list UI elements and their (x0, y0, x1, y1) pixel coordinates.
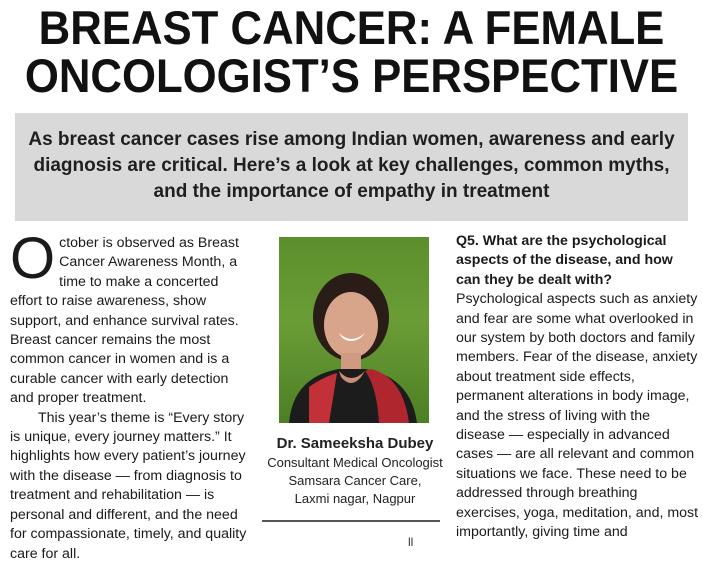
question-5: Q5. What are the psychological aspects of the disease, and how can they be dealt with? (456, 233, 673, 288)
portrait-illustration (279, 237, 429, 423)
headline (24, 1, 679, 102)
doctor-portrait-photo (279, 237, 429, 423)
standfirst: As breast cancer cases rise among Indian women, awareness and early diagnosis are critical. Here’s a look at key challenges, common myths, and the importance of empathy in treatment (15, 113, 688, 221)
qa-column (456, 232, 700, 543)
caption-hospital: Samsara Cancer Care, (288, 473, 422, 488)
caption-title: Consultant Medical Oncologist (267, 455, 443, 470)
stray-text: ll (408, 535, 414, 549)
caption-divider (262, 520, 440, 522)
dropcap: O (10, 226, 56, 291)
headline-line-2: ONCOLOGIST’S PERSPECTIVE (24, 49, 679, 102)
intro-column (10, 226, 248, 564)
answer-5: Psychological aspects such as anxiety and fear are some what overlooked in our system by both doctors and family members. Fear of the disease, anxiety about treatment side effects, permanent alterations in body image, and the stress of living with the disease — especially in advanced cases — are all relevant and common situations we face. These need to be addressed through breathing exercises, yoga, meditation, and, most importantly, giving time and (456, 291, 699, 541)
headline-line-1: BREAST CANCER: A FEMALE (38, 1, 665, 54)
caption-name: Dr. Sameeksha Dubey (276, 435, 434, 452)
intro-paragraph-1: ctober is observed as Breast Cancer Awareness Month, a time to make a concerted effort to raise awareness, show support, and enhance survival rates. Breast cancer remains the most common cancer in women and is a curable cancer with early detection and proper treatment. (10, 235, 239, 407)
caption-location: Laxmi nagar, Nagpur (294, 491, 416, 506)
photo-caption (262, 434, 448, 508)
intro-paragraph-2: This year’s theme is “Every story is unique, every journey matters.” It highlights how every patient’s journey with the disease — from diagnosis to treatment and rehabilitation — is personal and different, and the need for compassionate, timely, and quality care for all. (10, 409, 247, 562)
